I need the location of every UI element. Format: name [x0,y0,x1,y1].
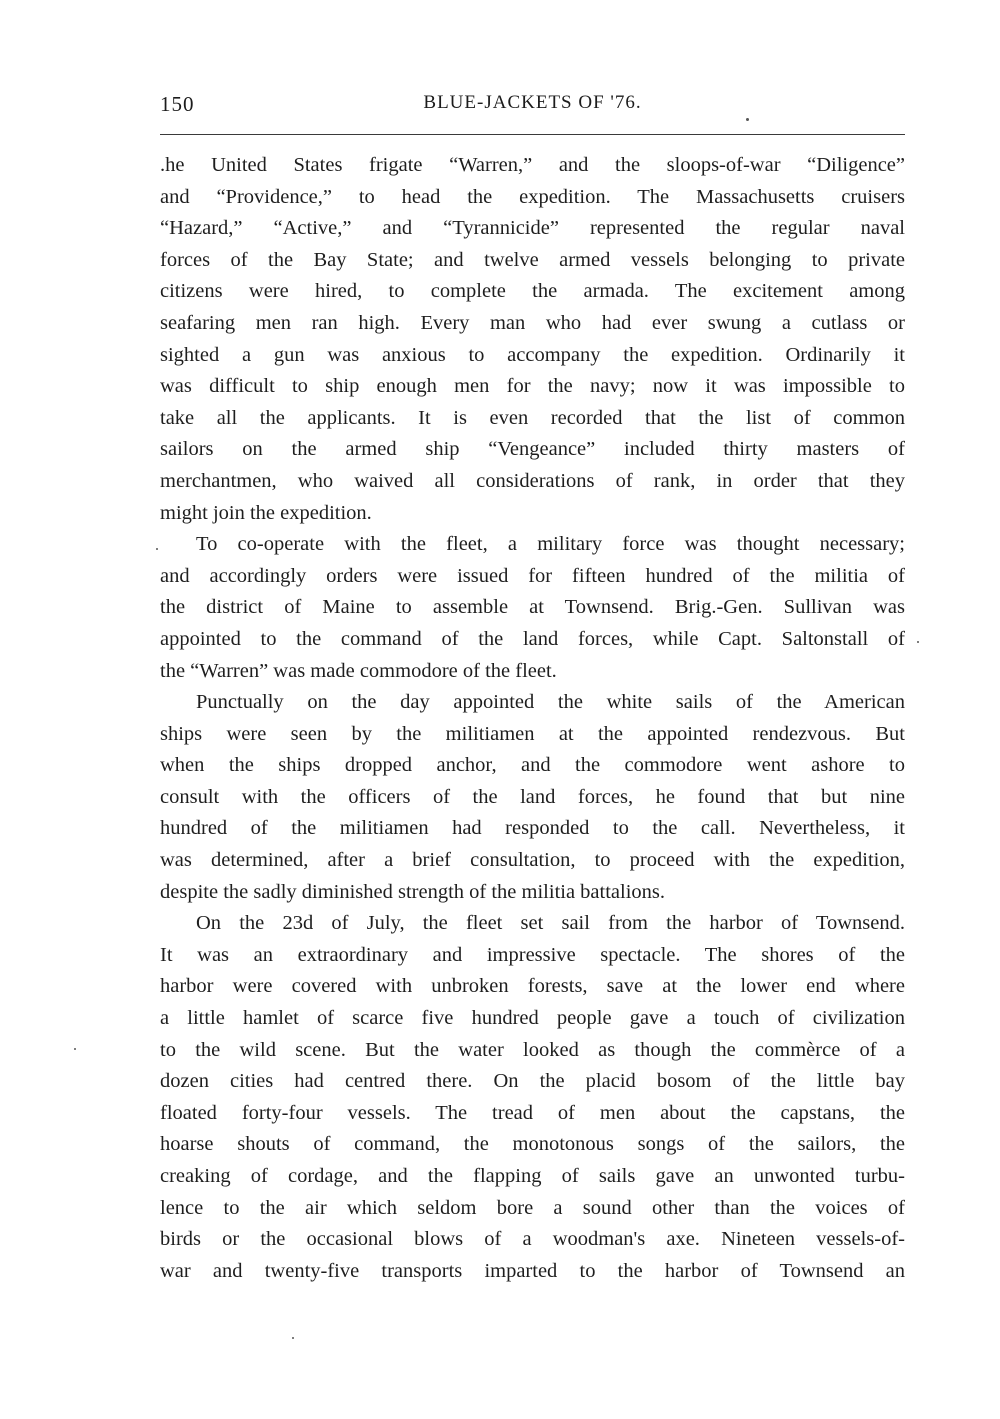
text-line: was determined, after a brief consultation, to proceed with the expedition, [160,849,905,872]
text-line: and “Providence,” to head the expedition. The Massachusetts cruisers [160,185,905,208]
print-speck [917,641,919,643]
running-head [160,84,905,120]
text-line: hoarse shouts of command, the monotonous songs of the sailors, the [160,1133,905,1156]
text-line: To co-operate with the fleet, a military force was thought necessary; [196,533,905,556]
text-line: merchantmen, who waived all considerations of rank, in order that they [160,469,905,492]
text-line: the district of Maine to assemble at Townsend. Brig.-Gen. Sullivan was [160,596,905,619]
text-line: .he United States frigate “Warren,” and the sloops-of-war “Diligence” [160,154,905,176]
text-line: might join the expedition. [160,501,372,524]
paragraph [160,529,905,687]
text-line: and accordingly orders were issued for fifteen hundred of the militia of [160,564,905,587]
text-line: dozen cities had centred there. On the placid bosom of the little bay [160,1070,905,1093]
paragraph [160,687,905,908]
text-line: lence to the air which seldom bore a sound other than the voices of [160,1196,905,1219]
print-speck [74,1048,76,1050]
text-line: Punctually on the day appointed the white sails of the American [196,691,905,714]
paragraph [160,908,905,1287]
page-number: 150 [160,92,195,116]
text-line: consult with the officers of the land forces, he found that but nine [160,785,905,808]
header-rule [160,134,905,135]
text-line: citizens were hired, to complete the armada. The excitement among [160,280,905,303]
text-line: appointed to the command of the land forces, while Capt. Saltonstall of [160,627,905,650]
text-line: forces of the Bay State; and twelve armed vessels belonging to private [160,248,905,271]
text-line: the “Warren” was made commodore of the fleet. [160,659,557,682]
running-title: BLUE-JACKETS OF '76. [423,92,642,113]
body-text [160,150,905,1287]
text-line: when the ships dropped anchor, and the commodore went ashore to [160,754,905,777]
text-line: a little hamlet of scarce five hundred people gave a touch of civilization [160,1007,905,1030]
text-line: war and twenty-five transports imparted to the harbor of Townsend an [160,1259,905,1282]
text-line: harbor were covered with unbroken forests, save at the lower end where [160,975,905,998]
text-line: hundred of the militiamen had responded to the call. Nevertheless, it [160,817,905,840]
text-line: ships were seen by the militiamen at the appointed rendezvous. But [160,722,905,745]
text-line: sailors on the armed ship “Vengeance” included thirty masters of [160,438,905,461]
text-line: On the 23d of July, the fleet set sail from the harbor of Townsend. [196,912,905,935]
text-line: birds or the occasional blows of a woodman's axe. Nineteen vessels-of- [160,1228,905,1251]
text-line: floated forty-four vessels. The tread of men about the capstans, the [160,1101,905,1124]
paragraph [160,150,905,529]
print-speck [156,548,158,550]
text-line: despite the sadly diminished strength of the militia battalions. [160,880,666,903]
print-speck [746,118,749,121]
text-line: take all the applicants. It is even recorded that the list of common [160,406,905,429]
text-line: creaking of cordage, and the flapping of sails gave an unwonted turbu- [160,1165,905,1187]
text-line: “Hazard,” “Active,” and “Tyrannicide” represented the regular naval [160,217,905,240]
text-line: sighted a gun was anxious to accompany the expedition. Ordinarily it [160,343,905,366]
text-line: was difficult to ship enough men for the navy; now it was impossible to [160,375,905,398]
text-line: seafaring men ran high. Every man who had ever swung a cutlass or [160,311,905,334]
print-speck [292,1337,294,1339]
text-line: It was an extraordinary and impressive spectacle. The shores of the [160,943,905,966]
text-line: to the wild scene. But the water looked as though the commèrce of a [160,1038,905,1061]
